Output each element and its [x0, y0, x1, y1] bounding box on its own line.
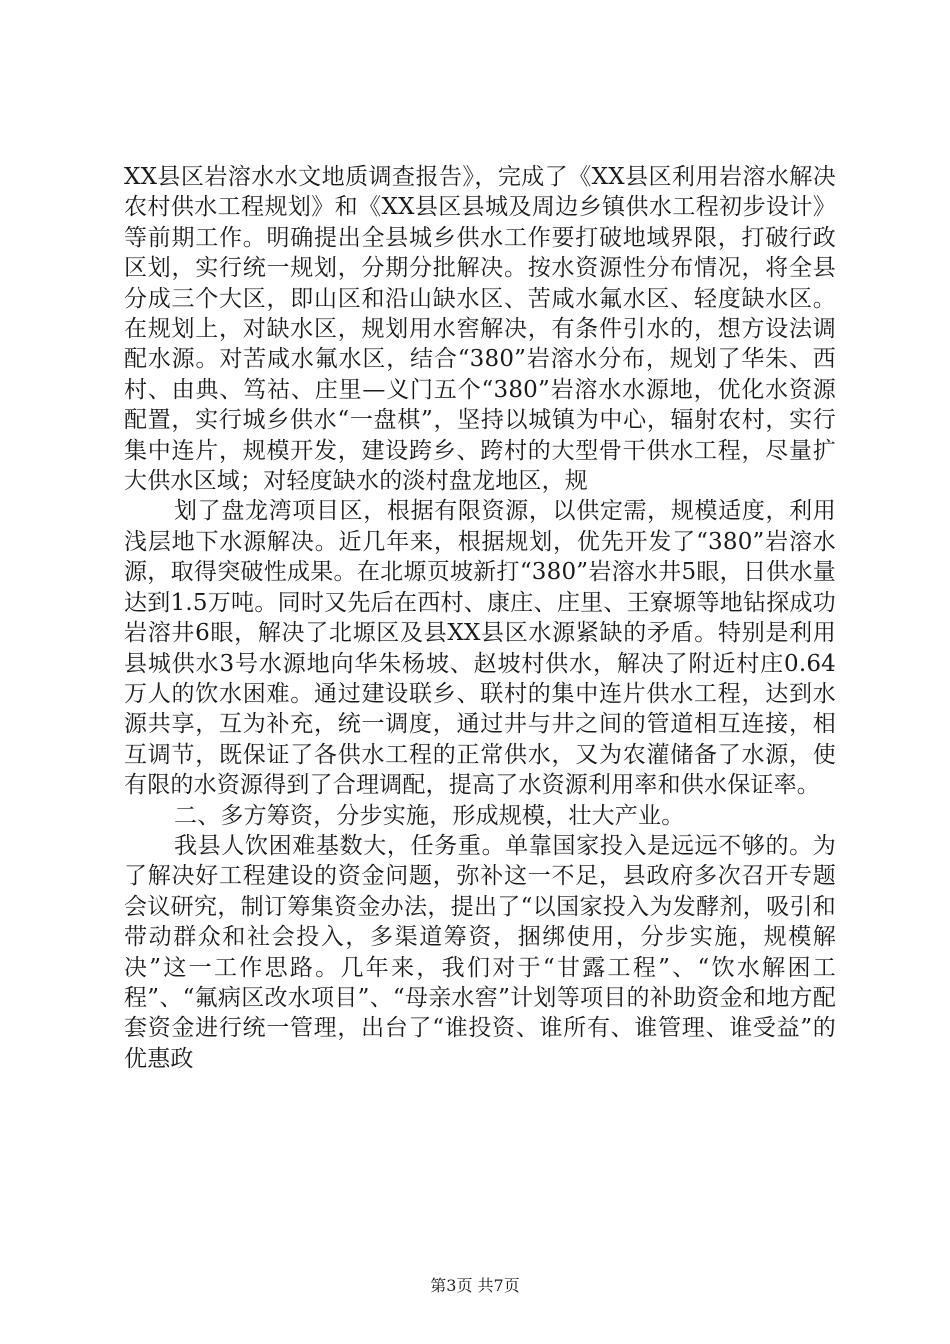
page-number-footer: 第3页 共7页 — [430, 1276, 520, 1295]
paragraph-1: XX县区岩溶水水文地质调查报告》，完成了《XX县区利用岩溶水解决农村供水工程规划》和《XX县区县城及周边乡镇供水工程初步设计》等前期工作。明确提出全县城乡供水工作要打破地域界限，打破行政区划，实行统一规划，分期分批解决。按水资源性分布情况，将全县分成三个大区，即山区和沿山缺水区、苦咸水氟水区、轻度缺水区。在规划上，对缺水区，规划用水窖解决，有条件引水的，想方设法调配水源。对苦咸水氟水区，结合“380”岩溶水分布，规划了华朱、西村、由典、笃祜、庄里—义门五个“380”岩溶水水源地，优化水资源配置，实行城乡供水“一盘棋”，坚持以城镇为中心，辐射农村，实行集中连片，规模开发，建设跨乡、跨村的大型骨干供水工程，尽量扩大供水区域；对轻度缺水的淡村盘龙地区，规 — [124, 164, 836, 495]
body-text — [124, 162, 836, 1074]
section-heading: 二、多方筹资，分步实施，形成规模，壮大产业。 — [174, 802, 685, 829]
paragraph-2: 划了盘龙湾项目区，根据有限资源，以供定需，规模适度，利用浅层地下水源解决。近几年来，根据规划，优先开发了“380”岩溶水源，取得突破性成果。在北塬页坡新打“380”岩溶水井5眼，日供水量达到1.5万吨。同时又先后在西村、康庄、庄里、王寮塬等地钻探成功岩溶井6眼，解决了北塬区及县XX县区水源紧缺的矛盾。特别是利用县城供水3号水源地向华朱杨坡、赵坡村供水，解决了附近村庄0.64万人的饮水困难。通过建设联乡、联村的集中连片供水工程，达到水源共享，互为补充，统一调度，通过井与井之间的管道相互连接，相互调节，既保证了各供水工程的正常供水，又为农灌储备了水源，使有限的水资源得到了合理调配，提高了水资源利用率和供水保证率。 — [124, 498, 836, 799]
paragraph-3: 我县人饮困难基数大，任务重。单靠国家投入是远远不够的。为了解决好工程建设的资金问题，弥补这一不足，县政府多次召开专题会议研究，制订筹集资金办法，提出了“以国家投入为发酵剂，吸引和带动群众和社会投入，多渠道筹资，捆绑使用，分步实施，规模解决”这一工作思路。几年来，我们对于“甘露工程”、“饮水解困工程”、“氟病区改水项目”、“母亲水窖”计划等项目的补助资金和地方配套资金进行统一管理，出台了“谁投资、谁所有、谁管理、谁受益”的优惠政 — [124, 832, 836, 1072]
